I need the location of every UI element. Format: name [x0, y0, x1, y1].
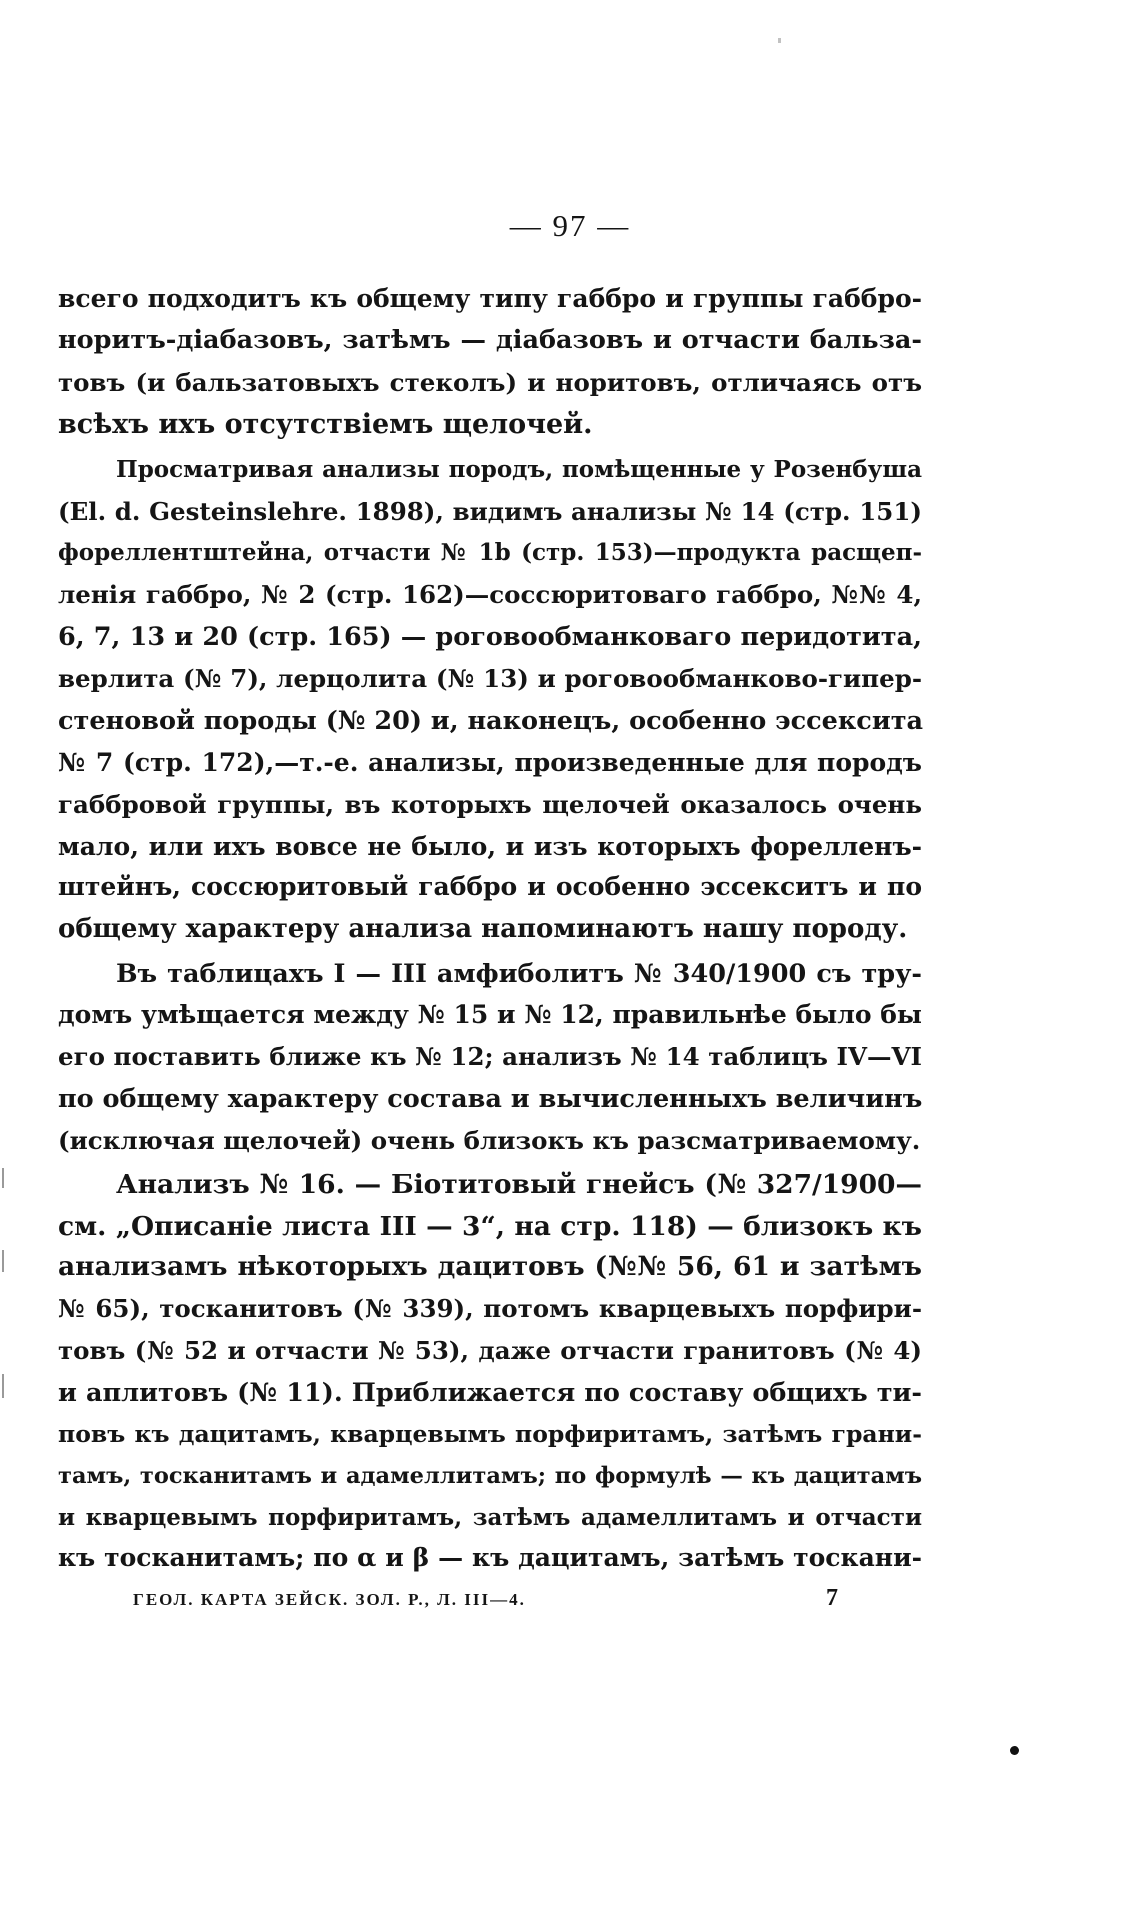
text-line: габбровой группы, въ которыхъ щелочей оказалось очень [58, 790, 922, 819]
ink-dot [1010, 1746, 1019, 1755]
text-line: и аплитовъ (№ 11). Приближается по составу общихъ ти- [58, 1378, 922, 1408]
text-line: анализамъ нѣкоторыхъ дацитовъ (№№ 56, 61 и затѣмъ [58, 1251, 922, 1282]
text-line: Анализъ № 16. — Біотитовый гнейсъ (№ 327/1900— [116, 1169, 922, 1200]
text-line: повъ къ дацитамъ, кварцевымъ порфиритамъ, затѣмъ грани- [58, 1420, 922, 1448]
text-line: см. „Описаніе листа III — 3“, на стр. 118) — близокъ къ [58, 1211, 922, 1242]
text-line: № 7 (стр. 172),—т.-е. анализы, произведенные для породъ [58, 748, 922, 777]
text-line: норитъ-діабазовъ, затѣмъ — діабазовъ и отчасти бальза- [58, 325, 922, 355]
text-line: стеновой породы (№ 20) и, наконецъ, особенно эссексита [58, 706, 924, 736]
text-line: (исключая щелочей) очень близокъ къ разсматриваемому. [58, 1126, 921, 1155]
text-line: домъ умѣщается между № 15 и № 12, правильнѣе было бы [58, 1000, 922, 1029]
text-line: и кварцевымъ порфиритамъ, затѣмъ адамеллитамъ и отчасти [58, 1504, 922, 1531]
text-line: ленія габбро, № 2 (стр. 162)—соссюритоваго габбро, №№ 4, [58, 580, 922, 609]
text-line: штейнъ, соссюритовый габбро и особенно эссекситъ и по [58, 872, 922, 901]
text-line: къ тосканитамъ; по α и β — къ дацитамъ, затѣмъ тоскани- [58, 1543, 922, 1572]
text-line: № 65), тосканитовъ (№ 339), потомъ кварцевыхъ порфири- [58, 1294, 922, 1323]
text-line: общему характеру анализа напоминаютъ нашу породу. [58, 914, 908, 944]
text-line: всѣхъ ихъ отсутствіемъ щелочей. [58, 409, 593, 440]
margin-mark [2, 1374, 4, 1398]
page-number: — 97 — [509, 208, 631, 243]
text-line: тамъ, тосканитамъ и адамеллитамъ; по формулѣ — къ дацитамъ [58, 1463, 922, 1489]
sheet-number: 7 [826, 1585, 838, 1611]
text-line: Просматривая анализы породъ, помѣщенные у Розенбуша [116, 456, 922, 483]
text-line: мало, или ихъ вовсе не было, и изъ которыхъ форелленъ- [58, 832, 922, 861]
text-line: Въ таблицахъ I — III амфиболитъ № 340/1900 съ тру- [116, 959, 922, 989]
text-line: товъ (и бальзатовыхъ стеколъ) и норитовъ, отличаясь отъ [58, 368, 922, 397]
scan-speck [778, 38, 781, 43]
text-line: всего подходитъ къ общему типу габбро и группы габбро- [58, 284, 922, 313]
text-line: 6, 7, 13 и 20 (стр. 165) — роговообманковаго перидотита, [58, 622, 922, 652]
text-line: верлита (№ 7), лерцолита (№ 13) и роговообманково-гипер- [58, 664, 922, 693]
text-line: его поставить ближе къ № 12; анализъ № 14 таблицъ IV—VI [58, 1042, 922, 1071]
text-line: фореллентштейна, отчасти № 1b (стр. 153)—продукта расщеп- [58, 539, 922, 566]
text-line: по общему характеру состава и вычисленныхъ величинъ [58, 1084, 923, 1114]
signature-line: ГЕОЛ. КАРТА ЗЕЙСК. ЗОЛ. Р., Л. III—4. [133, 1590, 526, 1609]
margin-mark [2, 1168, 4, 1188]
text-line: (El. d. Gesteinslehre. 1898), видимъ анализы № 14 (стр. 151) [58, 497, 922, 526]
margin-mark [2, 1250, 4, 1272]
text-line: товъ (№ 52 и отчасти № 53), даже отчасти гранитовъ (№ 4) [58, 1336, 922, 1365]
